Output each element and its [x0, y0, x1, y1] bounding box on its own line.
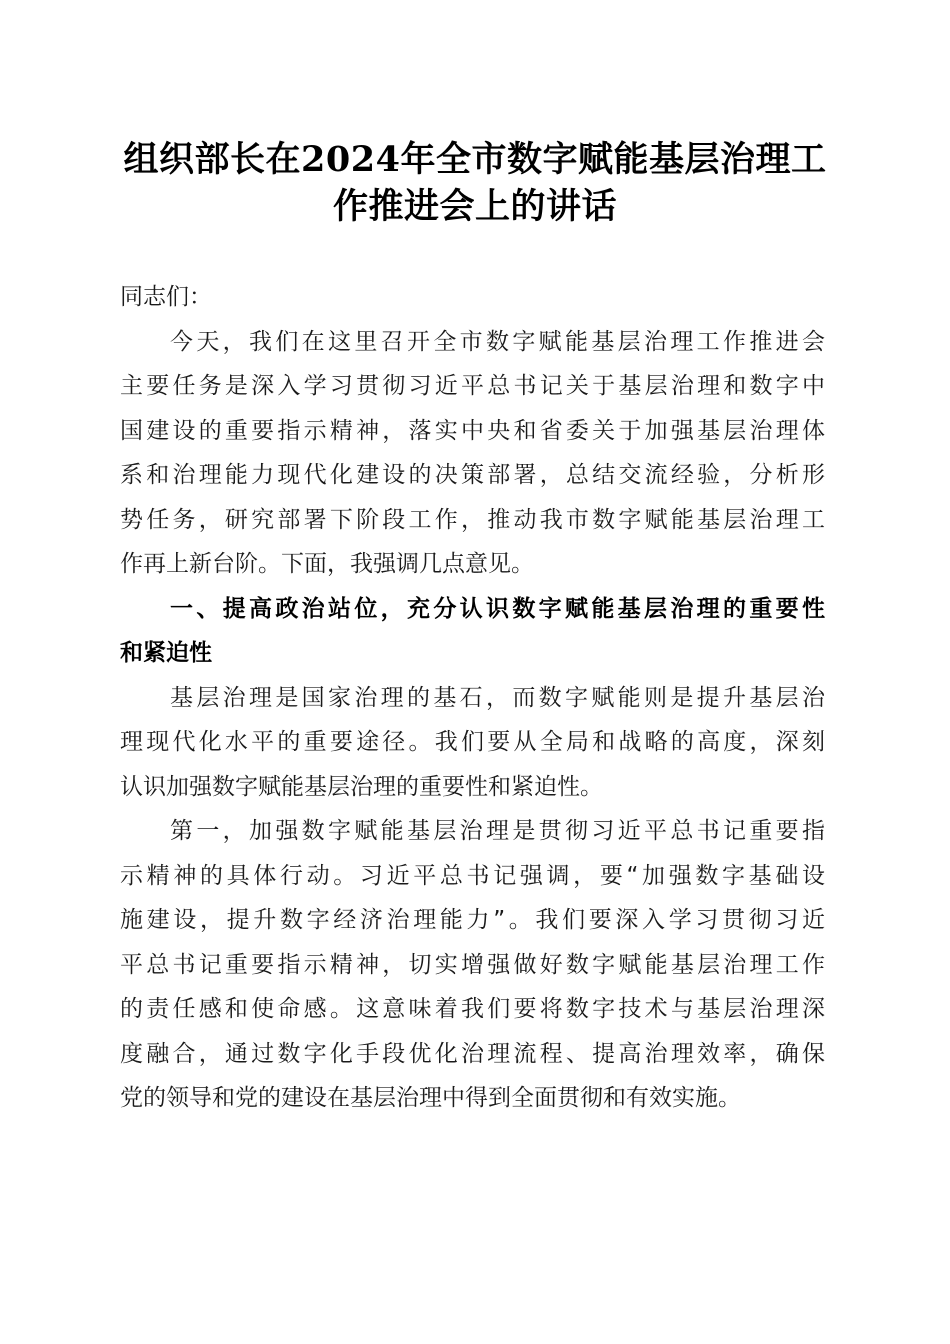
paragraph-line: 理现代化水平的重要途径。我们要从全局和战略的高度，深刻 [120, 729, 825, 755]
section-heading-1 [120, 587, 825, 676]
title-line: 组织部长在2024年全市数字赋能基层治理工 [123, 139, 827, 180]
document-body [120, 275, 825, 1121]
heading-line: 一、提高政治站位，充分认识数字赋能基层治理的重要性 [170, 595, 825, 622]
greeting-text: 同志们： [120, 284, 212, 310]
paragraph-line: 的责任感和使命感。这意味着我们要将数字技术与基层治理深 [120, 996, 825, 1022]
paragraph-line: 今天，我们在这里召开全市数字赋能基层治理工作推进会 [170, 328, 825, 355]
paragraph-line: 平总书记重要指示精神，切实增强做好数字赋能基层治理工作 [120, 951, 825, 978]
paragraph-line: 认识加强数字赋能基层治理的重要性和紧迫性。 [120, 773, 603, 800]
paragraph-foundation [120, 676, 825, 810]
document-title [100, 136, 850, 230]
paragraph-line: 国建设的重要指示精神，落实中央和省委关于加强基层治理体 [120, 417, 825, 444]
heading-line: 和紧迫性 [120, 640, 212, 666]
paragraph-line: 系和治理能力现代化建设的决策部署，总结交流经验，分析形 [120, 462, 825, 488]
paragraph-line: 势任务，研究部署下阶段工作，推动我市数字赋能基层治理工 [120, 506, 825, 533]
paragraph-intro [120, 320, 825, 587]
paragraph-line: 作再上新台阶。下面，我强调几点意见。 [120, 551, 534, 577]
paragraph-line: 第一，加强数字赋能基层治理是贯彻习近平总书记重要指 [170, 818, 825, 844]
paragraph-line: 度融合，通过数字化手段优化治理流程、提高治理效率，确保 [120, 1040, 825, 1067]
paragraph-line: 施建设，提升数字经济治理能力”。我们要深入学习贯彻习近 [120, 907, 825, 933]
paragraph-line: 示精神的具体行动。习近平总书记强调，要“加强数字基础设 [120, 862, 825, 889]
greeting [120, 275, 825, 320]
title-line: 作推进会上的讲话 [332, 186, 617, 227]
paragraph-line: 党的领导和党的建设在基层治理中得到全面贯彻和有效实施。 [120, 1085, 741, 1111]
paragraph-first-point [120, 809, 825, 1121]
paragraph-line: 基层治理是国家治理的基石，而数字赋能则是提升基层治 [170, 684, 825, 711]
paragraph-line: 主要任务是深入学习贯彻习近平总书记关于基层治理和数字中 [120, 373, 825, 399]
